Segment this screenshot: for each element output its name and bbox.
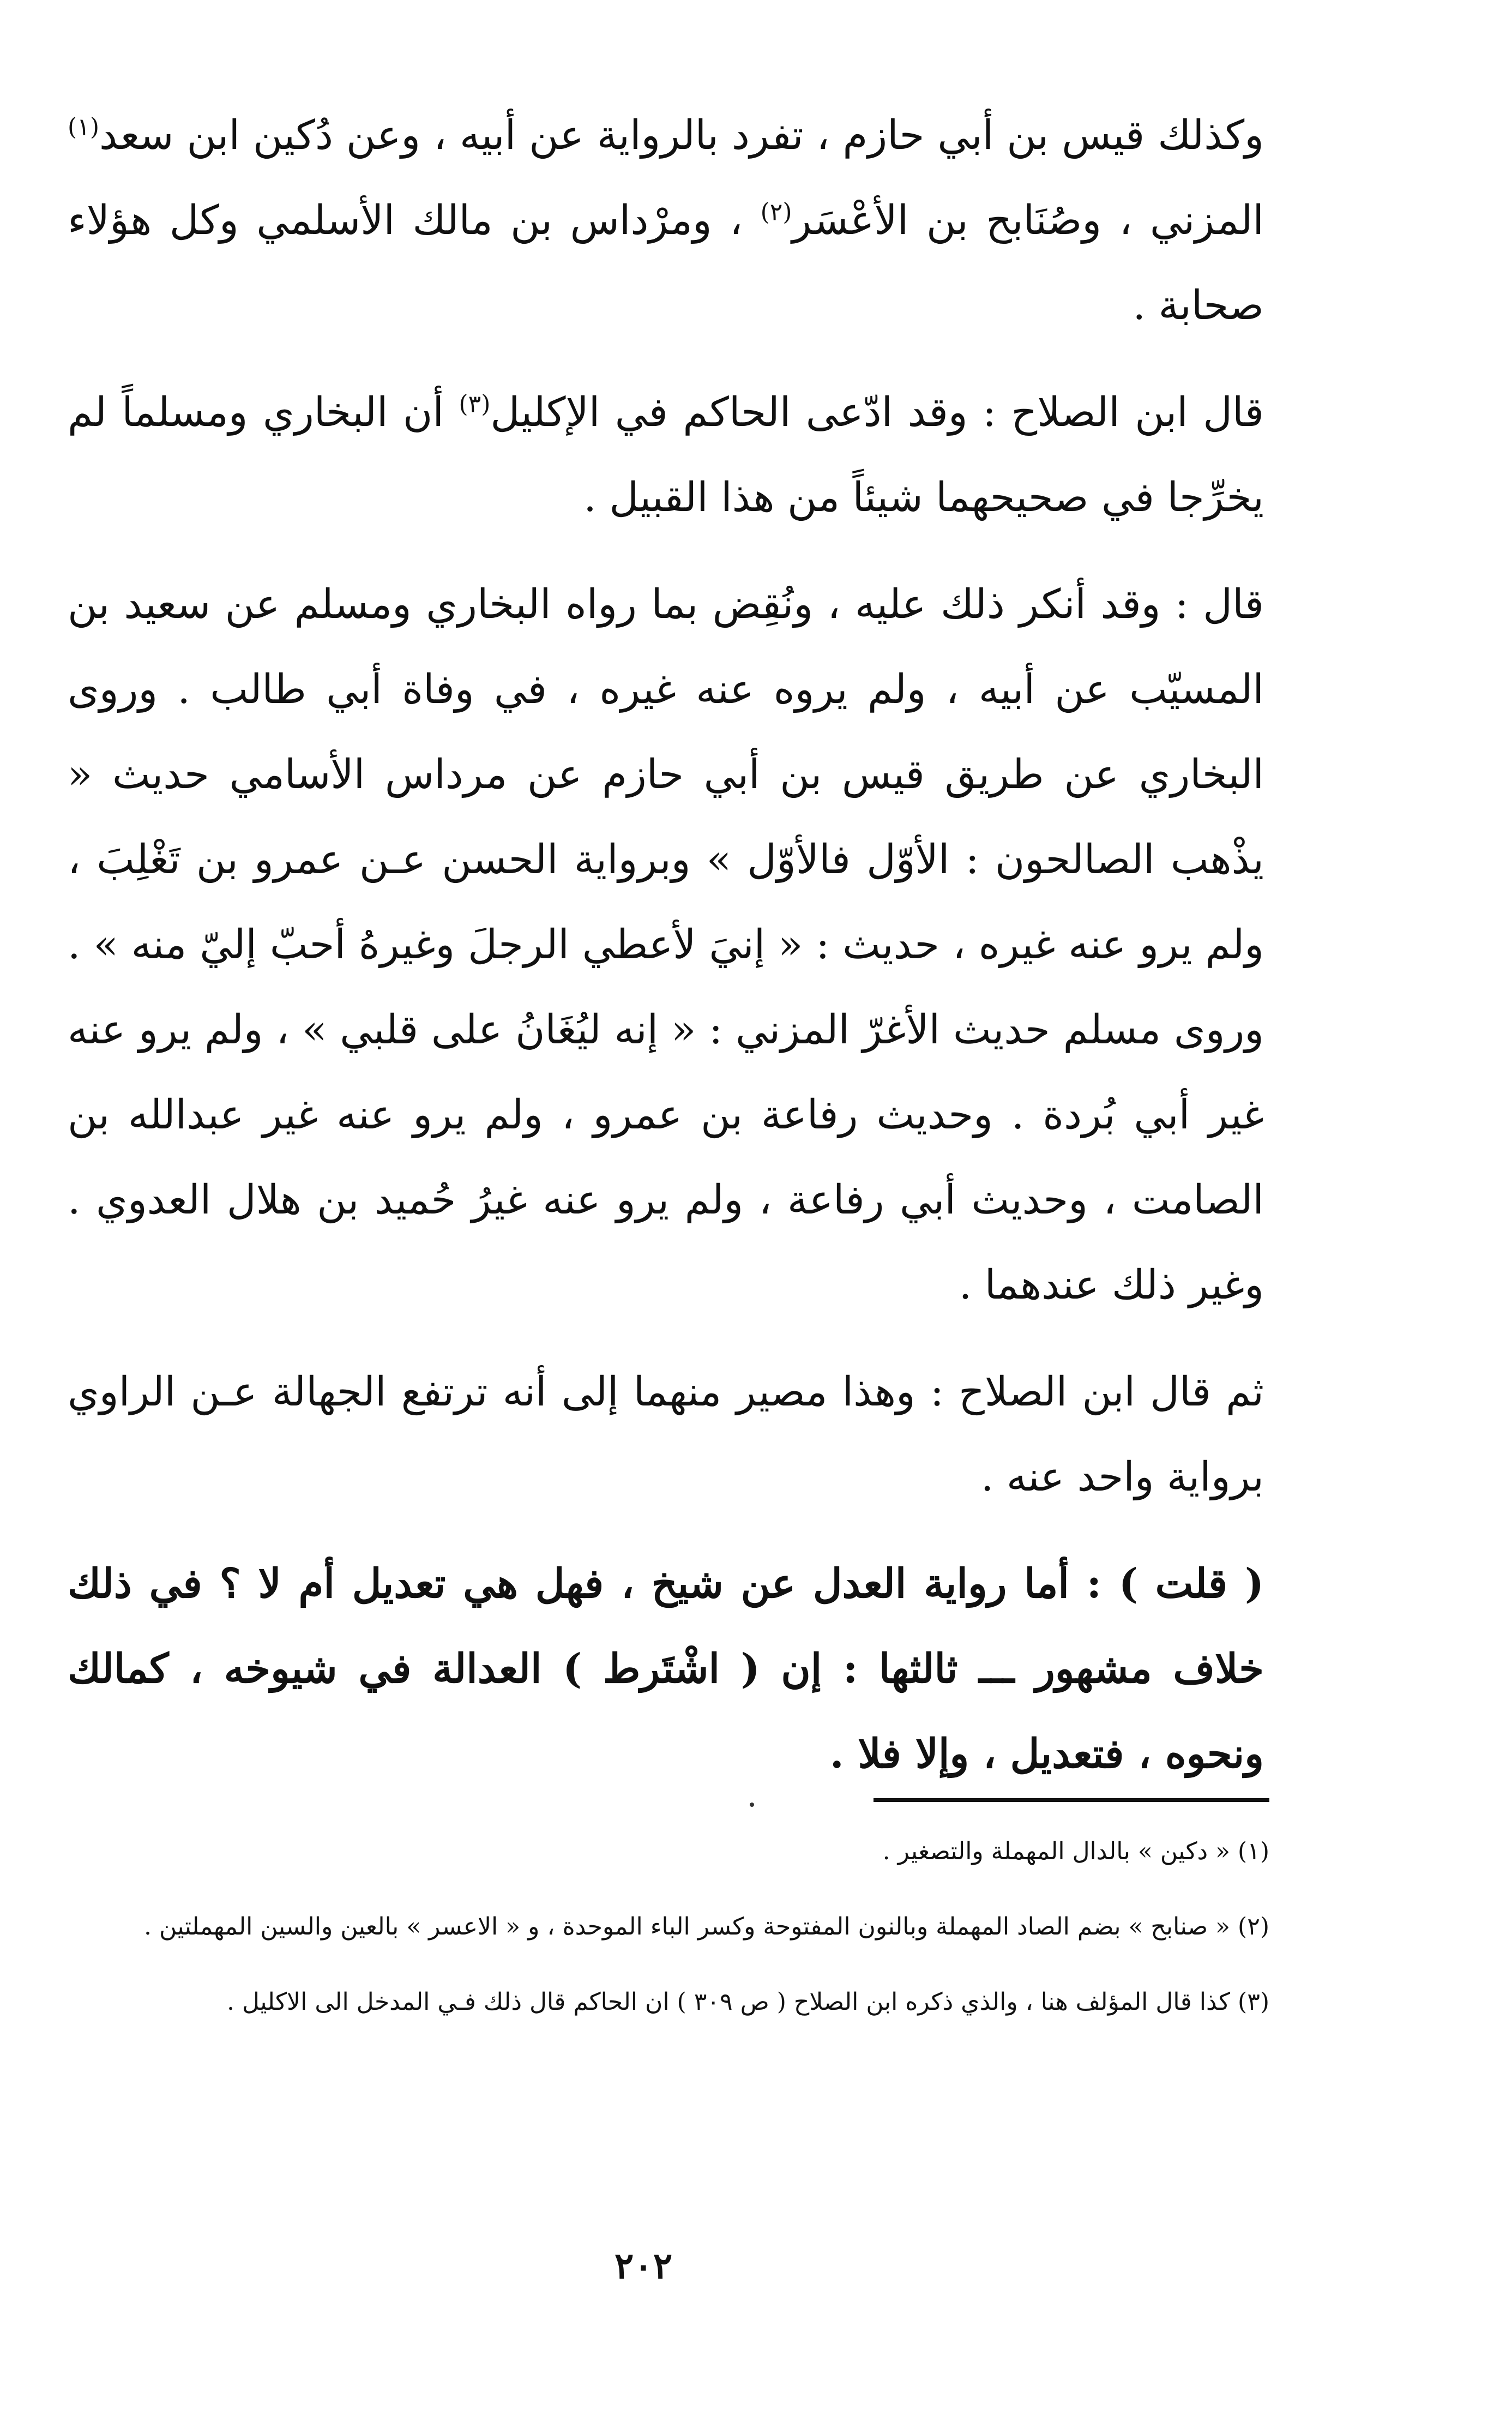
paragraph-2 [68,370,1264,540]
main-text [68,93,1264,1818]
paragraph-3: قال : وقد أنكر ذلك عليه ، ونُقِض بما رواه البخاري ومسلم عن سعيد بن المسيّب عن أبيه ، ولم يروه عنه غيره ، في وفاة أبي طالب . وروى البخاري عن طريق قيس بن أبي حازم عن مرداس الأسامي حديث « يذْهب الصالحون : الأوّل فالأوّل » وبرواية الحسن عـن عمرو بن تَغْلِبَ ، ولم يرو عنه غيره ، حديث : « إنيَ لأعطي الرجلَ وغيرهُ أحبّ إليّ منه » . وروى مسلم حديث الأغرّ المزني : « إنه ليُغَانُ على قلبي » ، ولم يرو عنه غير أبي بُردة . وحديث رفاعة بن عمرو ، ولم يرو عنه غير عبدالله بن الصامت ، وحديث أبي رفاعة ، ولم يرو عنه غيرُ حُميد بن هلال العدوي . وغير ذلك عندهما . [68,581,1264,1308]
paragraph-5: ( قلت ) : أما رواية العدل عن شيخ ، فهل هي تعديل أم لا ؟ في ذلك خلاف مشهور ـــ ثالثها : إن ( اشْتَرط ) العدالة في شيوخه ، كمالك ونحوه ، فتعديل ، وإلا فلا . [68,1560,1264,1777]
page-number: ٢٠٢ [614,2244,673,2287]
paragraph-2-part-a: قال ابن الصلاح : وقد ادّعى الحاكم في الإكليل [490,389,1264,436]
footnote-ref-3: (٣) [459,390,491,418]
footnote-separator [874,1798,1269,1802]
paragraph-2-part-b: أن البخاري ومسلماً لم يخرِّجا في صحيحهما شيئاً من هذا القبيل . [68,389,1264,521]
paragraph-4: ثم قال ابن الصلاح : وهذا مصير منهما إلى أنه ترتفع الجهالة عـن الراوي برواية واحد عنه . [68,1368,1264,1500]
paragraph-1-part-b: المزني ، وصُنَابح بن الأعْسَر [792,197,1264,244]
paragraph-1 [68,93,1264,348]
footnote-1: (١) « دكين » بالدال المهملة والتصغير . [882,1837,1269,1865]
footnote-2: (٢) « صنابح » بضم الصاد المهملة وبالنون المفتوحة وكسر الباء الموحدة ، و « الاعسر » بالعين والسين المهملتين . [143,1913,1269,1941]
footnote-ref-1: (١) [68,113,99,141]
paragraph-1-part-a: وكذلك قيس بن أبي حازم ، تفرد بالرواية عن أبيه ، وعن دُكين ابن سعد [99,112,1264,159]
footnotes [68,1822,1269,2047]
ink-speck [750,1803,754,1807]
footnote-ref-2: (٢) [760,198,792,226]
paragraph-1-part-c: ، ومرْداس بن مالك الأسلمي وكل هؤلاء صحابة . [68,197,1264,329]
footnote-3: (٣) كذا قال المؤلف هنا ، والذي ذكره ابن الصلاح ( ص ٣٠٩ ) ان الحاكم قال ذلك فـي المدخل الى الاكليل . [226,1988,1269,2016]
